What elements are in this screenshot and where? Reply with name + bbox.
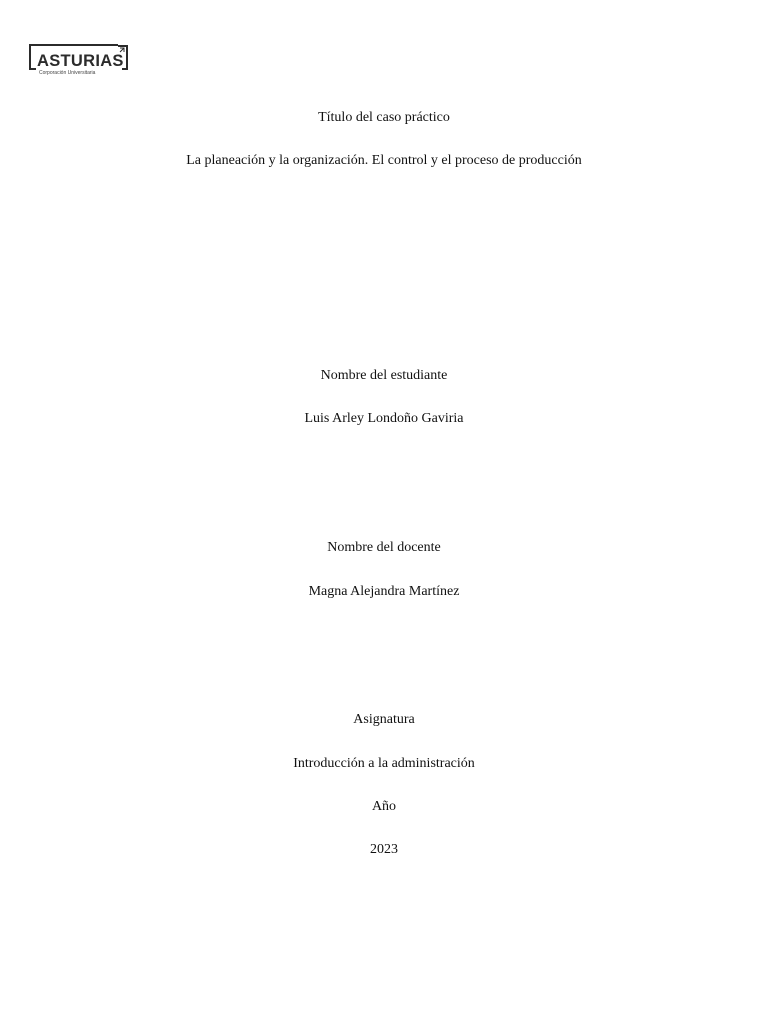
year-label: Año: [371, 799, 397, 814]
logo-tagline: Corporación Universitaria: [39, 70, 96, 76]
subject-value: Introducción a la administración: [293, 756, 475, 771]
asturias-logo: [28, 43, 130, 83]
subject-label: Asignatura: [353, 712, 415, 727]
logo-wordmark: ASTURIAS: [37, 52, 124, 70]
teacher-label: Nombre del docente: [327, 540, 441, 555]
teacher-value: Magna Alejandra Martínez: [308, 584, 460, 599]
student-label: Nombre del estudiante: [320, 368, 448, 383]
title-label: Título del caso práctico: [318, 110, 450, 125]
title-value: La planeación y la organización. El control y el proceso de producción: [186, 153, 582, 168]
student-value: Luis Arley Londoño Gaviria: [304, 411, 464, 426]
year-value: 2023: [370, 842, 398, 857]
